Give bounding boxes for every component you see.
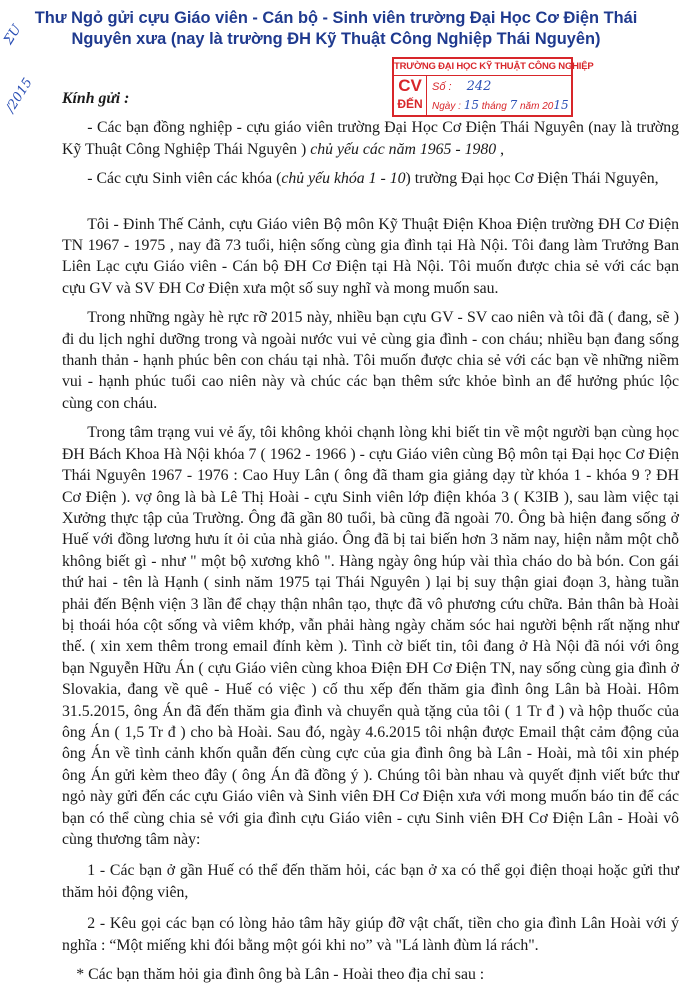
- handnote-line-1: ΣU: [1, 22, 25, 48]
- recipient-2-a: - Các cựu Sinh viên các khóa (: [87, 170, 282, 188]
- stamp-year: 15: [553, 98, 569, 112]
- stamp-so-label: Số :: [432, 81, 452, 93]
- recipient-1-period: chủ yếu các năm 1965 - 1980: [310, 140, 497, 158]
- title-line-2: Nguyên xưa (nay là trường ĐH Kỹ Thuật Công Nghiệp Thái Nguyên): [71, 30, 601, 48]
- recipient-2-courses: chủ yếu khóa 1 - 10: [281, 170, 406, 188]
- recipient-1: [62, 117, 679, 160]
- letter-body: [62, 88, 679, 985]
- recipient-2-c: ) trường Đại học Cơ Điện Thái Nguyên,: [405, 170, 659, 188]
- stamp-month: 7: [509, 98, 518, 112]
- letter-title: [26, 8, 646, 50]
- stamp-thang-label: tháng: [481, 101, 507, 112]
- request-item-1: 1 - Các bạn ở gần Huế có thể đến thăm hỏi, các bạn ở xa có thể gọi điện thoại hoặc gửi thư thăm hỏi động viên,: [62, 862, 679, 901]
- stamp-cv: CV: [398, 76, 422, 95]
- stamp-ngay-label: Ngày :: [432, 101, 461, 112]
- recipient-1-a: - Các bạn đồng nghiệp - cựu giáo viên trường Đại Học Cơ Điện Thái Nguyên (nay là trường Kỹ Thuật Công Nghiệp Thái Nguyên ): [62, 119, 679, 158]
- paragraph-story: Trong tâm trạng vui vẻ ấy, tôi không khỏi chạnh lòng khi biết tin về một người bạn cùng học ĐH Bách Khoa Hà Nội khóa 7 ( 1962 - 1966 ) - cựu Giáo viên cùng Bộ môn tại Đại học Cơ Điện Thái Nguyên 1967 - 1976 : Cao Huy Lân ( ông đã tham gia giảng dạy từ khóa 1 - khóa 9 ? ĐH Cơ Điện ). vợ ông là bà Lê Thị Hoài - cựu Sinh viên lớp điện khóa 3 ( K3IB ), sau làm việc tại Xưởng thực tập của Trường. Ông đã gần 80 tuổi, bà cũng đã ngoài 70. Ông bà hiện đang sống ở Huế với đồng lương hưu ít ỏi của nhà giáo. Ông đã bị tai biến hơn 3 năm nay, hiện nằm một chỗ không biết gì - như " một bộ xương khô ". Hàng ngày ông húp vài thìa cháo do bà bón. Con gái thứ hai - tên là Hạnh ( sinh năm 1975 tại Thái Nguyên ) lại bị suy thận giai đoạn 3, hàng tuần phải đến Bệnh viện 3 lần để chạy thận nhân tạo, thực đã vô phương cứu chữa. Bản thân bà Hoài bị thoái hóa cột sống và viêm khớp, vẫn phải hàng ngày chăm sóc hai người bệnh rất nặng như thế. ( xin xem thêm trong email đính kèm ). Tình cờ biết tin, tôi đang ở Hà Nội đã nói với ông bạn Nguyễn Hữu Án ( cựu Giáo viên cùng khoa Điện ĐH Cơ Điện TN, nay sống cùng gia đình ở Slovakia, đang về quê - Huế có việc ) cố thu xếp đến thăm gia đình ông Lân bà Hoài. Hôm 31.5.2015, ông Án đã đến thăm gia đình và chuyển quà tặng của tôi ( 1 Tr đ ) và hộp thuốc của ông Án ( 1,5 Tr đ ) cho bà Hoài. Sau đó, ngày 4.6.2015 tôi nhận được Email thật cảm động của ông Án về tình cảnh khốn quẫn đến cùng cực của gia đình ông bà Lân - Hoài, mà tôi xin phép ông Án gửi kèm theo đây ( ông Án đã đồng ý ). Chúng tôi bàn nhau và quyết định viết bức thư ngỏ này gửi đến các cựu Giáo viên và Sinh viên ĐH Cơ Điện xưa với mong muốn báo tin để các bạn có thể cùng chia sẻ với gia đình cựu Giáo viên - cựu Sinh viên ĐH Cơ Điện Lân - Hoài vô cùng thương tâm này:: [62, 424, 679, 848]
- handnote-line-2: /2015: [3, 75, 36, 116]
- paragraph-intro: Tôi - Đinh Thế Cảnh, cựu Giáo viên Bộ môn Kỹ Thuật Điện Khoa Điện trường ĐH Cơ Điện TN 1967 - 1975 , nay đã 73 tuổi, hiện sống cùng gia đình tại Hà Nội. Tôi đang làm Trưởng Ban Liên Lạc cựu Giáo viên - Cán bộ ĐH Cơ Điện tại Hà Nội. Tôi muốn được chia sẻ với các bạn cựu GV và SV ĐH Cơ Điện xưa một số suy nghĩ và mong muốn sau.: [62, 215, 679, 297]
- handwritten-note-2: [4, 74, 37, 115]
- request-item-2: 2 - Kêu gọi các bạn có lòng hảo tâm hãy giúp đỡ vật chất, tiền cho gia đình Lân Hoài với ý nghĩa : “Một miếng khi đói bằng một gói khi no” và "Lá lành đùm lá rách".: [62, 915, 679, 954]
- paragraph-summer: Trong những ngày hè rực rỡ 2015 này, nhiều bạn cựu GV - SV cao niên và tôi đã ( đang, sẽ ) đi du lịch nghỉ dưỡng trong và ngoài nước vui vẻ cùng gia đình - con cháu; nhiều bạn đang sống thanh thản - hạnh phúc bên con cháu tại nhà. Tôi muốn được chia sẻ với các bạn về những niềm vui - hạnh phúc tuổi cao niên này và chúc các bạn thêm sức khỏe bình an để hưởng phúc lộc cùng con cháu.: [62, 309, 679, 412]
- greeting: Kính gửi :: [62, 90, 130, 107]
- stamp-den: ĐẾN: [397, 97, 423, 111]
- stamp-org: TRƯỜNG ĐẠI HỌC KỸ THUẬT CÔNG NGHIỆP: [394, 59, 571, 76]
- stamp-nam-label: năm 20: [519, 101, 554, 112]
- address-intro: * Các bạn thăm hỏi gia đình ông bà Lân - Hoài theo địa chỉ sau :: [76, 966, 485, 984]
- stamp-so-value: 242: [466, 79, 492, 94]
- recipient-2: [62, 168, 679, 189]
- stamp-day: 15: [463, 98, 479, 112]
- recipient-1-c: ,: [496, 140, 505, 158]
- title-line-1: Thư Ngỏ gửi cựu Giáo viên - Cán bộ - Sinh viên trường Đại Học Cơ Điện Thái: [34, 9, 638, 27]
